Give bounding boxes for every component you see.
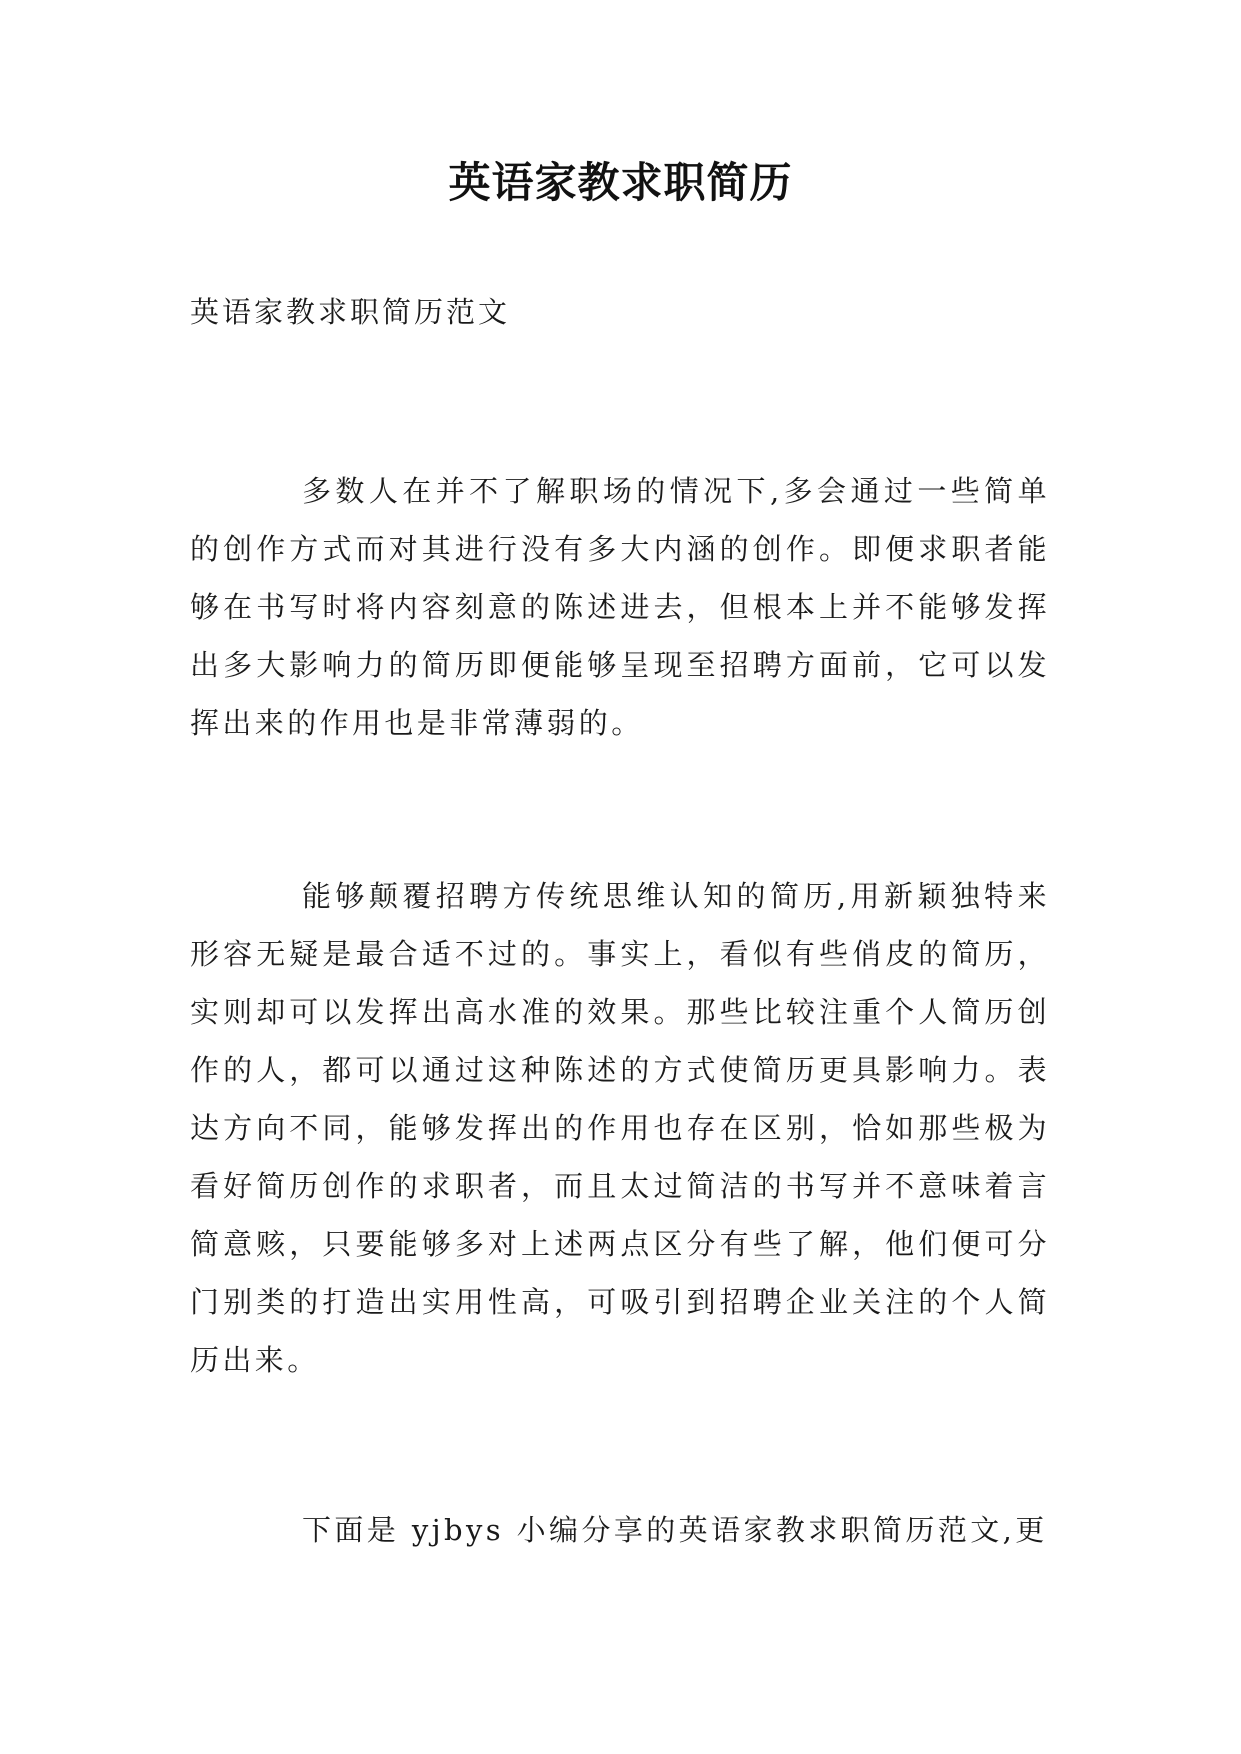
document-subtitle: 英语家教求职简历范文 [190, 295, 511, 329]
paragraph-lead-in: 下面是 yjbys 小编分享的英语家教求职简历范文,更 [302, 1513, 1048, 1547]
paragraph-intro: 多数人在并不了解职场的情况下,多会通过一些简单的创作方式而对其进行没有多大内涵的创作。即便求职者能够在书写时将内容刻意的陈述进去，但根本上并不能够发挥出多大影响力的简历即便能够呈现至招聘方面前，它可以发挥出来的作用也是非常薄弱的。 [190, 474, 1050, 740]
document-title: 英语家教求职简历 [448, 158, 793, 207]
paragraph-body: 能够颠覆招聘方传统思维认知的简历,用新颖独特来形容无疑是最合适不过的。事实上，看似有些俏皮的简历，实则却可以发挥出高水准的效果。那些比较注重个人简历创作的人，都可以通过这种陈述的方式使简历更具影响力。表达方向不同，能够发挥出的作用也存在区别，恰如那些极为看好简历创作的求职者，而且太过简洁的书写并不意味着言简意赅，只要能够多对上述两点区分有些了解，他们便可分门别类的打造出实用性高，可吸引到招聘企业关注的个人简历出来。 [190, 879, 1050, 1377]
